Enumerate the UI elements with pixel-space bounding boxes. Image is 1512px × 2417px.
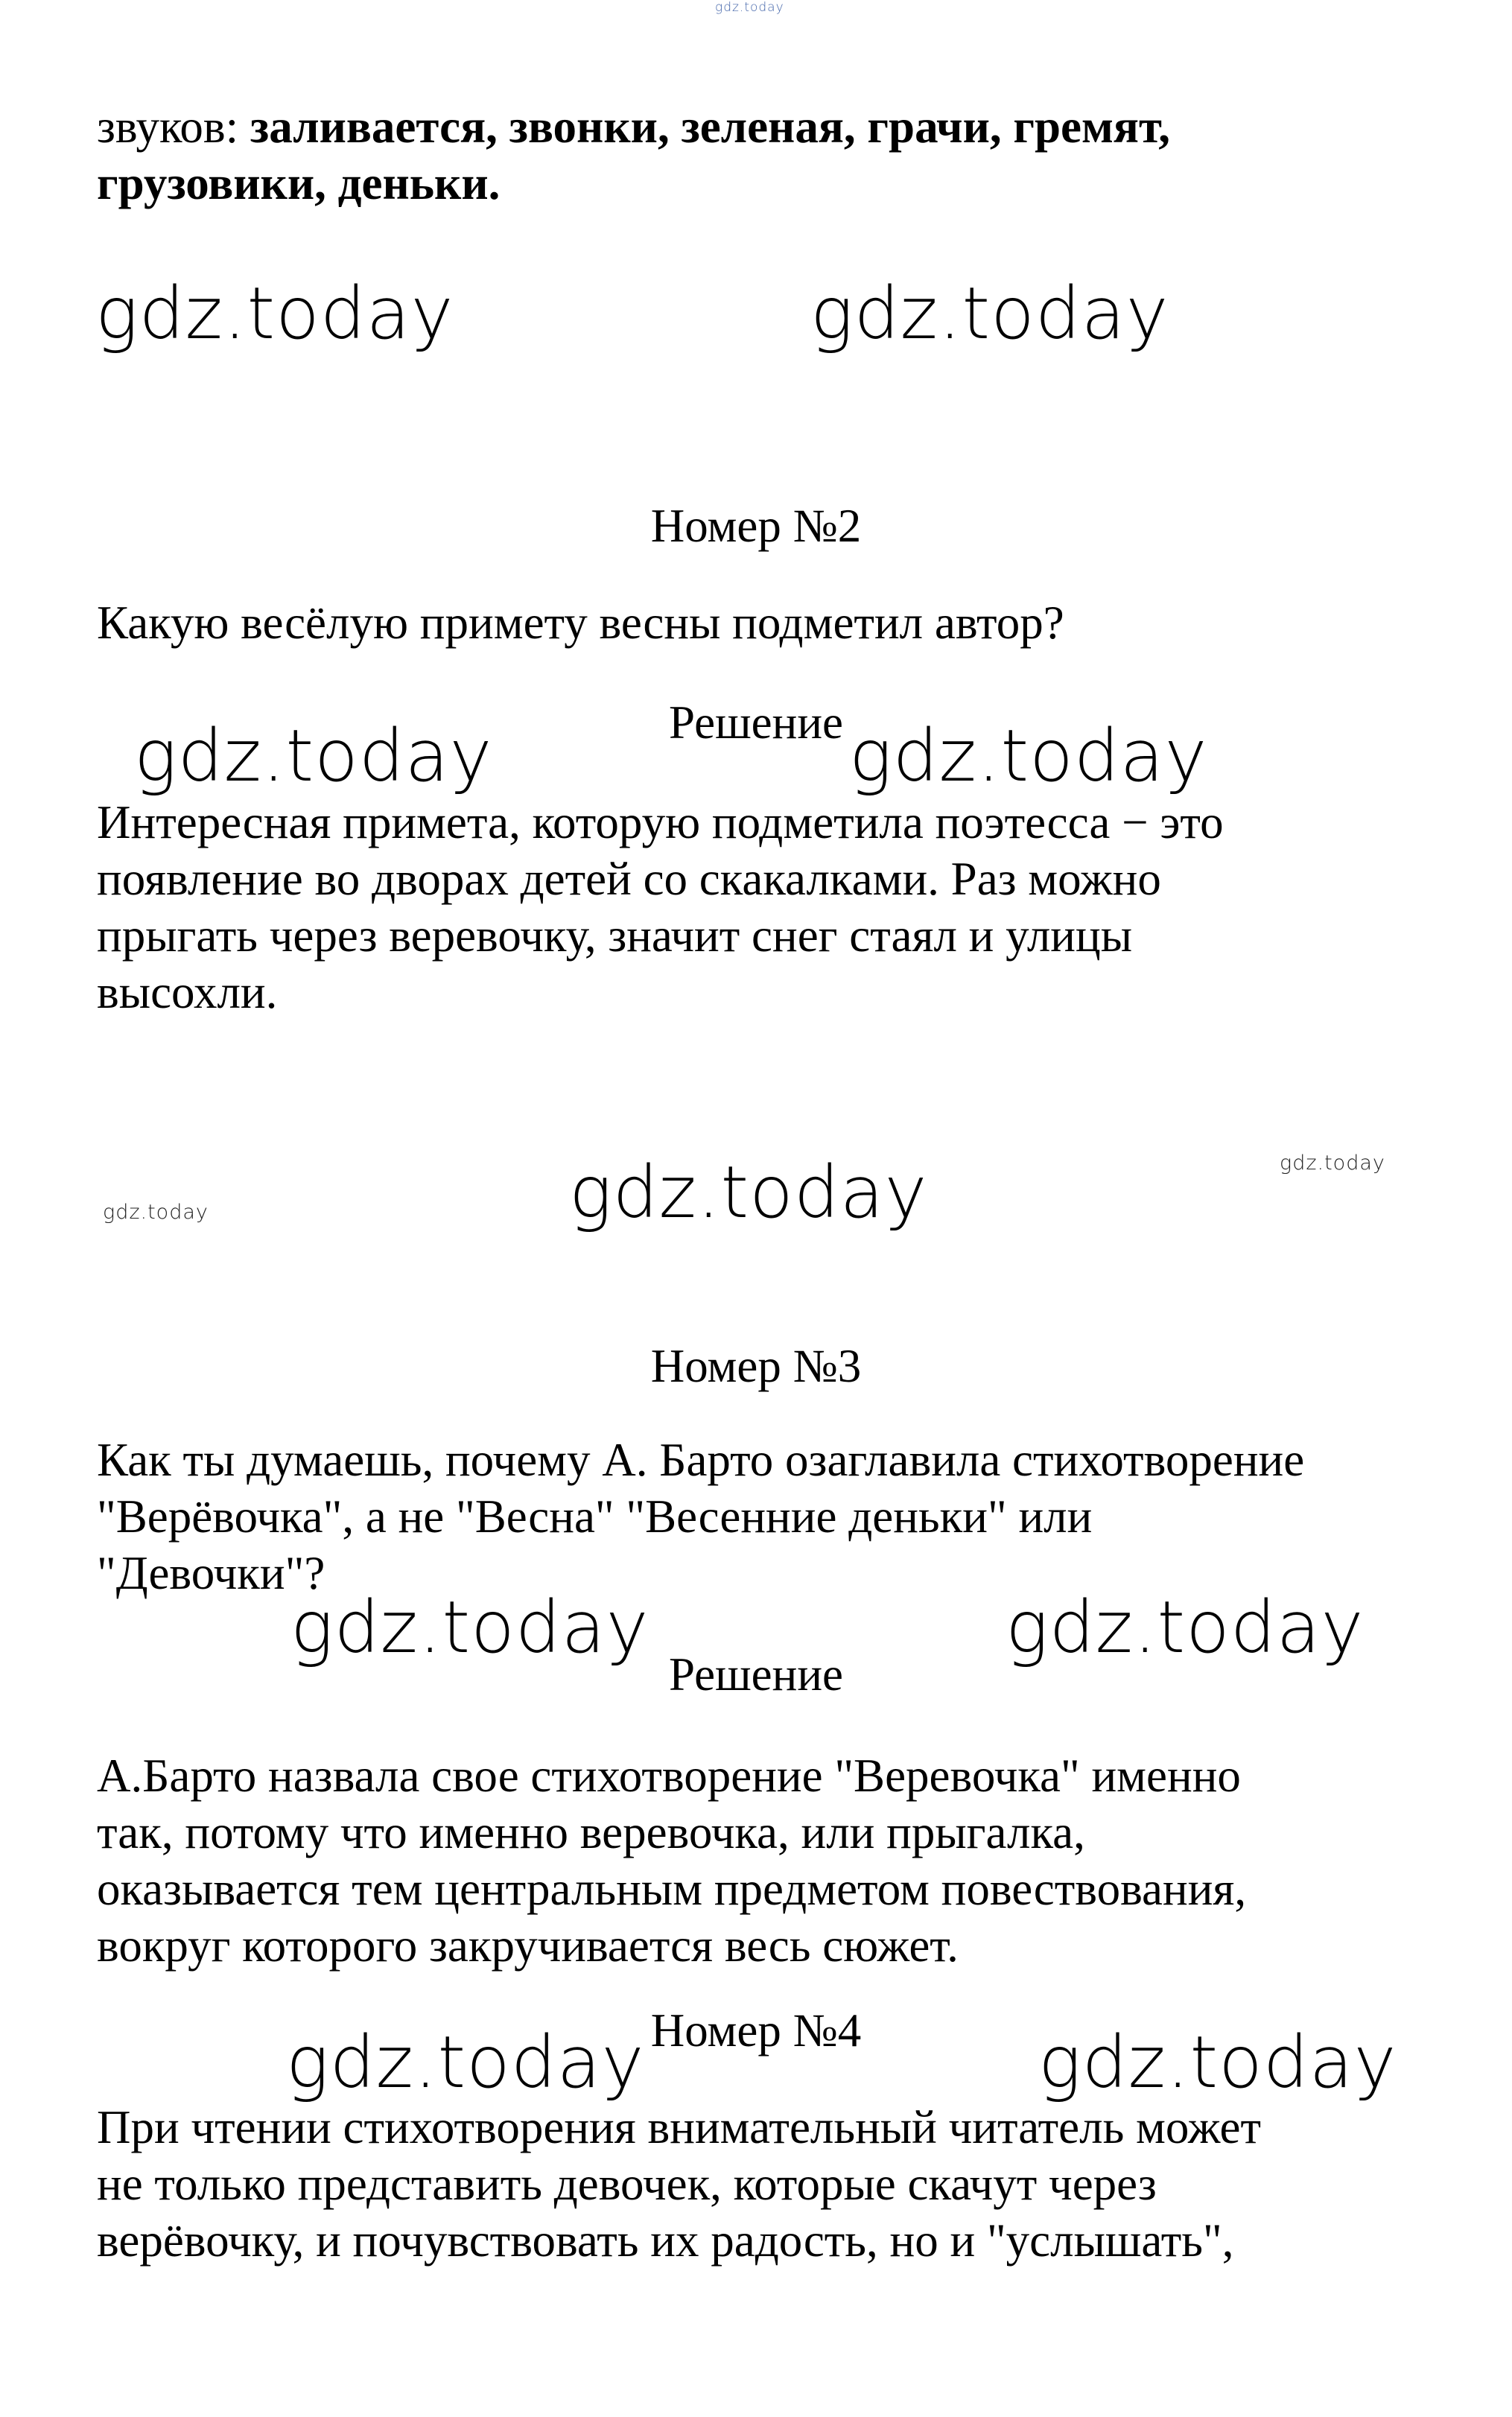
task3-answer bbox=[97, 1747, 1423, 1974]
watermark: gdz.today bbox=[134, 714, 493, 798]
intro-bold-1: заливается, звонки, зеленая, грачи, гремят, bbox=[250, 101, 1170, 153]
task3-question-line: Как ты думаешь, почему А. Барто озаглавила стихотворение bbox=[97, 1434, 1305, 1486]
intro-prefix: звуков: bbox=[97, 101, 250, 153]
watermark-small: gdz.today bbox=[103, 1201, 209, 1224]
task4-heading: Номер №4 bbox=[650, 2004, 862, 2056]
task2-answer-line: Интересная примета, которую подметила поэтесса − это bbox=[97, 796, 1224, 848]
task2-question-line: Какую весёлую примету весны подметил автор? bbox=[97, 597, 1064, 649]
watermark: gdz.today bbox=[849, 714, 1208, 798]
task3-question-line: "Верёвочка", а не "Весна" "Весенние деньки" или bbox=[97, 1490, 1093, 1543]
task2-answer-line: высохли. bbox=[97, 966, 278, 1018]
task2-heading: Номер №2 bbox=[650, 500, 862, 552]
task4-text-line: При чтении стихотворения внимательный читатель может bbox=[97, 2101, 1262, 2153]
task3-question bbox=[97, 1432, 1423, 1601]
task2-answer bbox=[97, 794, 1423, 1020]
task3-heading: Номер №3 bbox=[650, 1340, 862, 1392]
task4-text-line: не только представить девочек, которые скачут через bbox=[97, 2158, 1157, 2210]
watermark: gdz.today bbox=[95, 272, 454, 355]
intro-line-1 bbox=[97, 98, 1423, 155]
task2-answer-line: появление во дворах детей со скакалками. Раз можно bbox=[97, 853, 1161, 905]
watermark: gdz.today bbox=[810, 272, 1169, 355]
task4-text-line: верёвочку, и почувствовать их радость, но и "услышать", bbox=[97, 2214, 1234, 2267]
task3-answer-line: оказывается тем центральным предметом повествования, bbox=[97, 1863, 1247, 1915]
watermark: gdz.today bbox=[569, 1151, 928, 1234]
watermark-small: gdz.today bbox=[1280, 1152, 1385, 1175]
task2-question bbox=[97, 594, 1423, 651]
intro-bold-2: грузовики, деньки. bbox=[97, 157, 501, 209]
task3-answer-line: А.Барто назвала свое стихотворение "Веревочка" именно bbox=[97, 1750, 1241, 1802]
watermark: gdz.today bbox=[286, 2021, 645, 2104]
watermark-top: gdz.today bbox=[715, 0, 784, 15]
task3-question-line: "Девочки"? bbox=[97, 1547, 325, 1599]
task3-solution-label: Решение bbox=[668, 1648, 844, 1700]
watermark: gdz.today bbox=[1038, 2021, 1397, 2104]
intro-paragraph bbox=[97, 98, 1423, 212]
task3-answer-line: так, потому что именно веревочка, или прыгалка, bbox=[97, 1806, 1085, 1858]
task4-text bbox=[97, 2099, 1423, 2269]
task2-answer-line: прыгать через веревочку, значит снег стаял и улицы bbox=[97, 909, 1133, 962]
task2-solution-label: Решение bbox=[668, 696, 844, 749]
watermark: gdz.today bbox=[290, 1586, 649, 1669]
intro-line-2 bbox=[97, 155, 1423, 212]
task3-answer-line: вокруг которого закручивается весь сюжет. bbox=[97, 1919, 959, 1972]
watermark: gdz.today bbox=[1006, 1586, 1365, 1669]
